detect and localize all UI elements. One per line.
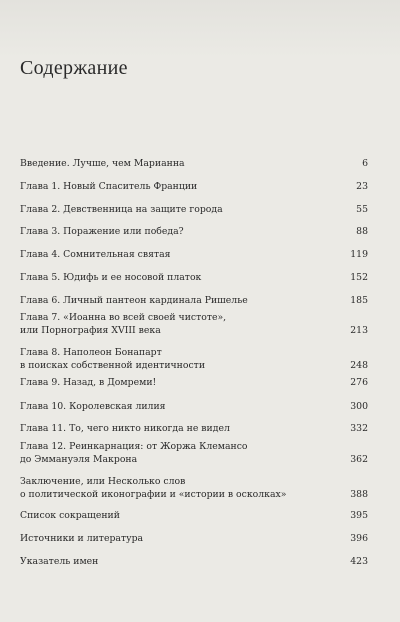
toc-entry-page: 152 xyxy=(350,272,368,283)
toc-entry-title: Глава 11. То, чего никто никогда не видел xyxy=(20,423,230,434)
toc-entry-title: Глава 5. Юдифь и ее носовой платок xyxy=(20,272,202,283)
toc-entry-page: 55 xyxy=(356,204,368,215)
toc-entry-page: 396 xyxy=(350,533,368,544)
toc-entry-page: 213 xyxy=(350,325,368,336)
toc-entry-page: 388 xyxy=(350,489,368,500)
toc-entry-title: Указатель имен xyxy=(20,556,99,567)
previous-page-bleed xyxy=(0,0,400,58)
toc-entry xyxy=(20,400,368,413)
toc-entry-title: Источники и литература xyxy=(20,533,144,544)
toc-entry-title: Заключение, или Несколько слов xyxy=(20,476,186,487)
toc-entry xyxy=(20,555,368,568)
toc-entry-title: Глава 8. Наполеон Бонапарт xyxy=(20,347,162,358)
toc-entry-page: 119 xyxy=(350,249,368,260)
toc-entry xyxy=(20,248,368,261)
toc-entry-title: Глава 10. Королевская лилия xyxy=(20,401,166,412)
toc-entry-page: 423 xyxy=(350,556,368,567)
toc-entry xyxy=(20,475,368,501)
toc-entry-page: 23 xyxy=(356,181,368,192)
toc-entry-title: Глава 1. Новый Спаситель Франции xyxy=(20,181,198,192)
toc-entry-title: Список сокращений xyxy=(20,510,120,521)
toc-entry xyxy=(20,180,368,193)
toc-entry-page: 248 xyxy=(350,360,368,371)
toc-entry-title: Введение. Лучше, чем Марианна xyxy=(20,158,185,169)
page-title: Содержание xyxy=(20,57,128,79)
toc-entry xyxy=(20,376,368,389)
toc-entry-page: 185 xyxy=(350,295,368,306)
toc-entry xyxy=(20,311,368,337)
toc-entry xyxy=(20,422,368,435)
toc-entry xyxy=(20,157,368,170)
toc-entry xyxy=(20,294,368,307)
toc-entry-title: Глава 12. Реинкарнация: от Жоржа Клемансо xyxy=(20,441,248,452)
toc-entry-page: 88 xyxy=(356,226,368,237)
toc-entry-page: 362 xyxy=(350,454,368,465)
toc-entry-title: Глава 9. Назад, в Домреми! xyxy=(20,377,157,388)
toc-entry-page: 395 xyxy=(350,510,368,521)
toc-entry-title: Глава 4. Сомнительная святая xyxy=(20,249,171,260)
toc-entry-page: 276 xyxy=(350,377,368,388)
toc-entry xyxy=(20,440,368,466)
toc-entry-title-continued: в поисках собственной идентичности xyxy=(20,360,206,371)
toc-entry xyxy=(20,509,368,522)
toc-entry-title-continued: до Эммануэля Макрона xyxy=(20,454,138,465)
toc-entry-page: 300 xyxy=(350,401,368,412)
toc-entry-title: Глава 2. Девственница на защите города xyxy=(20,204,223,215)
toc-entry-title: Глава 7. «Иоанна во всей своей чистоте», xyxy=(20,312,227,323)
toc-entry xyxy=(20,271,368,284)
toc-entry-title-continued: о политической иконографии и «истории в осколках» xyxy=(20,489,287,500)
toc-entry-page: 6 xyxy=(362,158,368,169)
toc-entry-title-continued: или Порнография XVIII века xyxy=(20,325,161,336)
toc-entry-title: Глава 3. Поражение или победа? xyxy=(20,226,184,237)
toc-entry-page: 332 xyxy=(350,423,368,434)
toc-entry xyxy=(20,532,368,545)
toc-entry xyxy=(20,203,368,216)
toc-entry-title: Глава 6. Личный пантеон кардинала Ришелье xyxy=(20,295,248,306)
toc-entry xyxy=(20,346,368,372)
toc-entry xyxy=(20,225,368,238)
